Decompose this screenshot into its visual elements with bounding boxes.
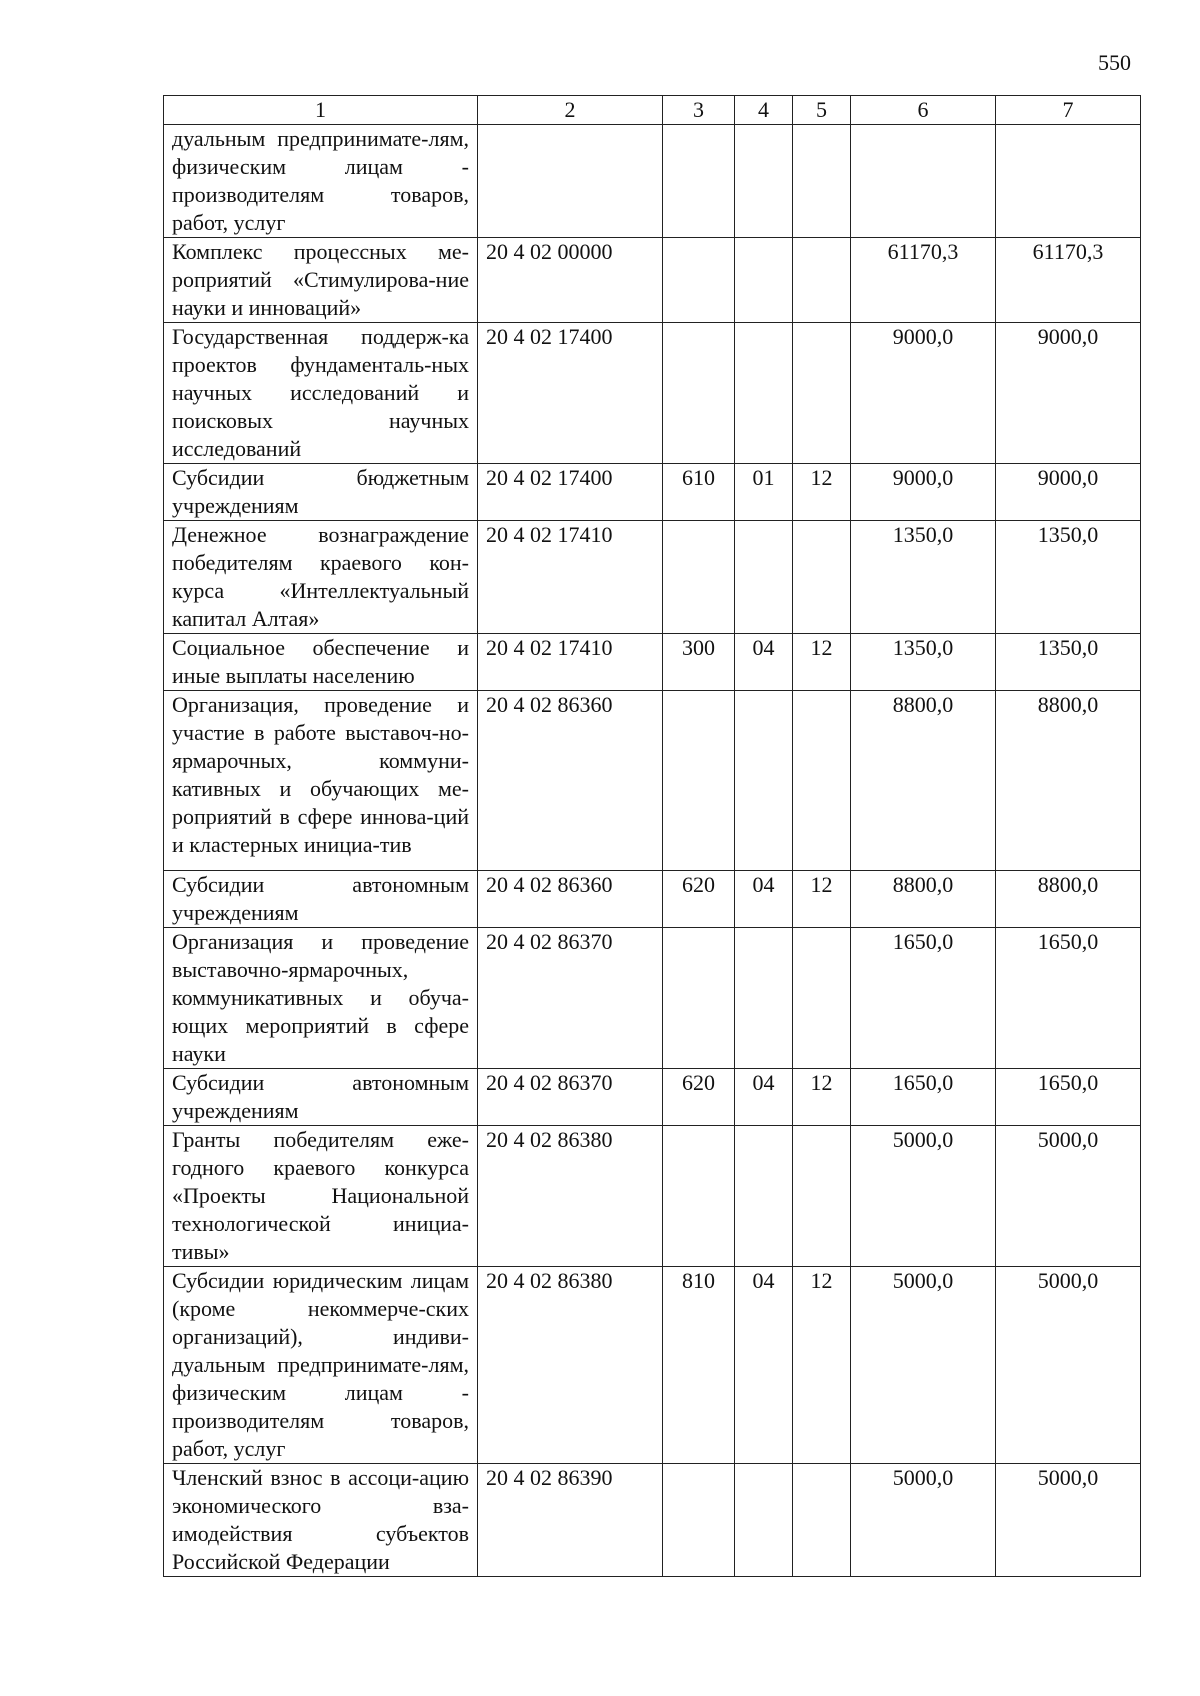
row-name: Денежное вознаграждение победителям краевого кон-курса «Интеллектуальный капитал Алтая» [164,521,478,634]
row-col-4: 01 [735,464,793,521]
table-row [164,1464,1141,1577]
row-col-3 [663,521,735,634]
column-header: 2 [478,96,663,125]
table-row [164,464,1141,521]
table-row [164,323,1141,464]
row-col-7: 1350,0 [996,634,1141,691]
row-col-7: 1650,0 [996,928,1141,1069]
row-col-4: 04 [735,871,793,928]
row-col-3: 300 [663,634,735,691]
row-col-5: 12 [793,871,851,928]
row-col-6: 61170,3 [851,238,996,323]
header-row [164,96,1141,125]
table-row [164,1126,1141,1267]
row-col-6 [851,125,996,238]
row-col-4 [735,691,793,871]
column-header: 7 [996,96,1141,125]
row-col-6: 5000,0 [851,1126,996,1267]
table-row [164,871,1141,928]
row-code: 20 4 02 86370 [478,1069,663,1126]
row-name: Организация, проведение и участие в работе выставоч-но-ярмарочных, коммуни-кативных и обучающих ме-роприятий в сфере иннова-ций и кластерных инициа-тив [164,691,478,871]
row-col-5 [793,238,851,323]
row-col-3: 620 [663,871,735,928]
row-col-6: 1350,0 [851,521,996,634]
row-col-4 [735,1464,793,1577]
row-col-7: 5000,0 [996,1267,1141,1464]
row-name: Субсидии автономным учреждениям [164,1069,478,1126]
row-name: Субсидии юридическим лицам (кроме некоммерче-ских организаций), индиви-дуальным предпринимате-лям, физическим лицам - производителям товаров, работ, услуг [164,1267,478,1464]
row-col-6: 1350,0 [851,634,996,691]
row-col-3 [663,1126,735,1267]
table-row [164,928,1141,1069]
row-col-6: 5000,0 [851,1464,996,1577]
row-code: 20 4 02 86380 [478,1267,663,1464]
row-col-5 [793,928,851,1069]
row-col-7: 5000,0 [996,1464,1141,1577]
row-col-5: 12 [793,464,851,521]
row-code: 20 4 02 17400 [478,464,663,521]
column-header: 6 [851,96,996,125]
row-col-5 [793,125,851,238]
row-code: 20 4 02 86360 [478,871,663,928]
row-col-7 [996,125,1141,238]
row-code [478,125,663,238]
row-col-6: 1650,0 [851,1069,996,1126]
row-col-4: 04 [735,1267,793,1464]
row-name: Организация и проведение выставочно-ярмарочных, коммуникативных и обуча-ющих мероприятий в сфере науки [164,928,478,1069]
row-name: Членский взнос в ассоци-ацию экономического вза-имодействия субъектов Российской Федерации [164,1464,478,1577]
row-col-6: 8800,0 [851,871,996,928]
table-row [164,238,1141,323]
page-number: 550 [1098,50,1131,75]
table-body [164,125,1141,1577]
row-name: дуальным предпринимате-лям, физическим лицам - производителям товаров, работ, услуг [164,125,478,238]
row-name: Субсидии автономным учреждениям [164,871,478,928]
row-col-3: 810 [663,1267,735,1464]
row-col-5 [793,1126,851,1267]
table-row [164,1267,1141,1464]
table-row [164,691,1141,871]
row-code: 20 4 02 86390 [478,1464,663,1577]
row-code: 20 4 02 86360 [478,691,663,871]
row-col-6: 9000,0 [851,464,996,521]
row-col-3 [663,238,735,323]
row-code: 20 4 02 86380 [478,1126,663,1267]
row-col-7: 1350,0 [996,521,1141,634]
table-row [164,125,1141,238]
row-col-3 [663,1464,735,1577]
row-col-4 [735,1126,793,1267]
row-col-5 [793,521,851,634]
row-col-7: 8800,0 [996,871,1141,928]
row-col-7: 61170,3 [996,238,1141,323]
row-col-7: 9000,0 [996,323,1141,464]
row-col-4 [735,323,793,464]
row-name: Комплекс процессных ме-роприятий «Стимулирова-ние науки и инноваций» [164,238,478,323]
row-name: Гранты победителям еже-годного краевого конкурса «Проекты Национальной технологической инициа-тивы» [164,1126,478,1267]
row-name: Субсидии бюджетным учреждениям [164,464,478,521]
column-header: 3 [663,96,735,125]
row-col-4 [735,521,793,634]
row-col-7: 5000,0 [996,1126,1141,1267]
row-col-7: 9000,0 [996,464,1141,521]
row-name: Государственная поддерж-ка проектов фундаменталь-ных научных исследований и поисковых научных исследований [164,323,478,464]
column-header: 5 [793,96,851,125]
table-row [164,634,1141,691]
column-header: 1 [164,96,478,125]
row-col-3 [663,323,735,464]
row-col-6: 5000,0 [851,1267,996,1464]
row-col-3: 610 [663,464,735,521]
budget-table [163,95,1141,1577]
row-col-3 [663,928,735,1069]
row-col-4 [735,928,793,1069]
row-col-5 [793,323,851,464]
row-code: 20 4 02 17410 [478,634,663,691]
row-col-6: 9000,0 [851,323,996,464]
row-col-6: 1650,0 [851,928,996,1069]
table-row [164,521,1141,634]
row-col-3: 620 [663,1069,735,1126]
column-header: 4 [735,96,793,125]
row-col-4: 04 [735,634,793,691]
row-col-5: 12 [793,1267,851,1464]
row-code: 20 4 02 86370 [478,928,663,1069]
row-col-4 [735,238,793,323]
row-col-5: 12 [793,1069,851,1126]
row-col-5: 12 [793,634,851,691]
row-col-7: 1650,0 [996,1069,1141,1126]
row-col-5 [793,691,851,871]
row-col-3 [663,691,735,871]
row-col-4: 04 [735,1069,793,1126]
row-col-7: 8800,0 [996,691,1141,871]
row-col-6: 8800,0 [851,691,996,871]
row-col-4 [735,125,793,238]
table-row [164,1069,1141,1126]
row-code: 20 4 02 00000 [478,238,663,323]
row-col-5 [793,1464,851,1577]
row-code: 20 4 02 17400 [478,323,663,464]
row-code: 20 4 02 17410 [478,521,663,634]
row-col-3 [663,125,735,238]
row-name: Социальное обеспечение и иные выплаты населению [164,634,478,691]
